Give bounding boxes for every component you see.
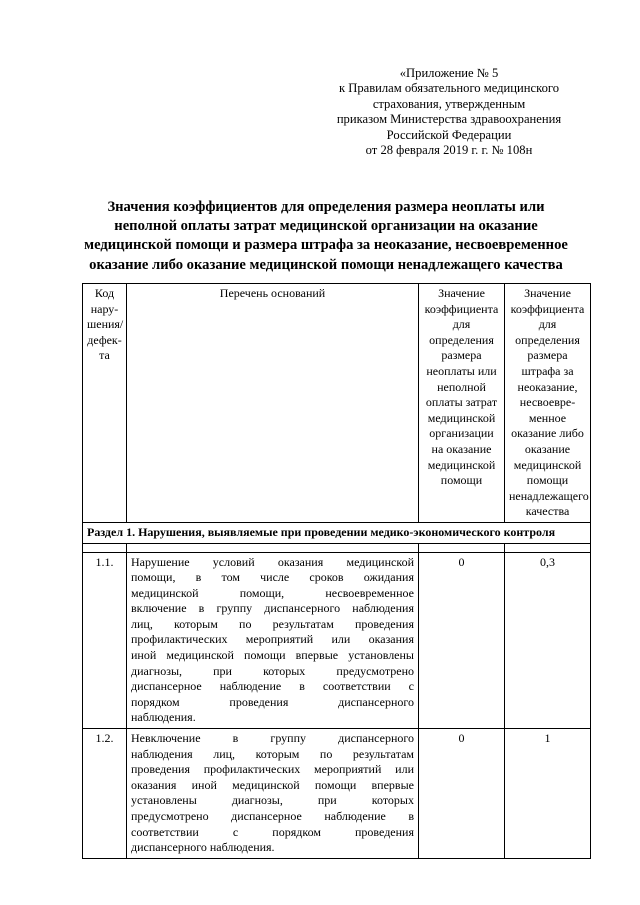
table-row [83,729,591,859]
header-fine-coefficient: Значение коэффициента для определения размера штрафа за неоказание, несвоевре- менное оказание либо оказание медицинской помощи ненадлежащего качества [505,284,591,523]
row-fine-value: 0,3 [505,552,591,729]
header-reasons: Перечень оснований [127,284,419,523]
row-description: Невключение в группу диспансерного наблюдения лиц, которым по результатам проведения профилактических мероприятий или оказания иной медицинской помощи впервые установлены диагнозы, при которых предусмотрено диспансерное наблюдение в соответствии с порядком проведения диспансерного наблюдения. [127,729,419,859]
spacer-row [83,543,591,552]
table-header-row [83,284,591,523]
title-line: оказание либо оказание медицинской помощи ненадлежащего качества [89,256,563,273]
table-row [83,552,591,729]
title-line: неполной оплаты затрат медицинской организации на оказание [114,218,538,235]
title-line: Значения коэффициентов для определения размера неоплаты или [107,199,545,215]
document-title [76,198,576,275]
coefficients-table [82,283,591,859]
row-description: Нарушение условий оказания медицинской помощи, в том числе сроков ожидания медицинской помощи, несвоевременное включение в группу диспансерного наблюдения лиц, которым по результатам проведения профилактических мероприятий или оказания иной медицинской помощи впервые установлены диагнозы, при которых предусмотрено диспансерное наблюдение в соответствии с порядком проведения диспансерного наблюдения. [127,552,419,729]
appendix-line: приказом Министерства здравоохранения [336,112,562,127]
appendix-header [318,66,580,158]
row-nonpayment-value: 0 [419,552,505,729]
row-nonpayment-value: 0 [419,729,505,859]
row-code: 1.2. [83,729,127,859]
appendix-line: Российской Федерации [386,127,512,142]
section-row [83,522,591,543]
section-title: Раздел 1. Нарушения, выявляемые при проведении медико-экономического контроля [83,522,591,543]
header-code: Код нару- шения/ дефек- та [83,284,127,523]
title-line: медицинской помощи и размера штрафа за неоказание, несвоевременное [84,237,568,254]
appendix-line: к Правилам обязательного медицинского [338,81,560,96]
header-nonpayment-coefficient: Значение коэффициента для определения размера неоплаты или неполной оплаты затрат медицинской организации на оказание медицинской помощи [419,284,505,523]
appendix-line: от 28 февраля 2019 г. г. № 108н [365,143,533,158]
row-code: 1.1. [83,552,127,729]
appendix-line: «Приложение № 5 [399,66,499,80]
row-fine-value: 1 [505,729,591,859]
appendix-line: страхования, утвержденным [372,96,526,111]
